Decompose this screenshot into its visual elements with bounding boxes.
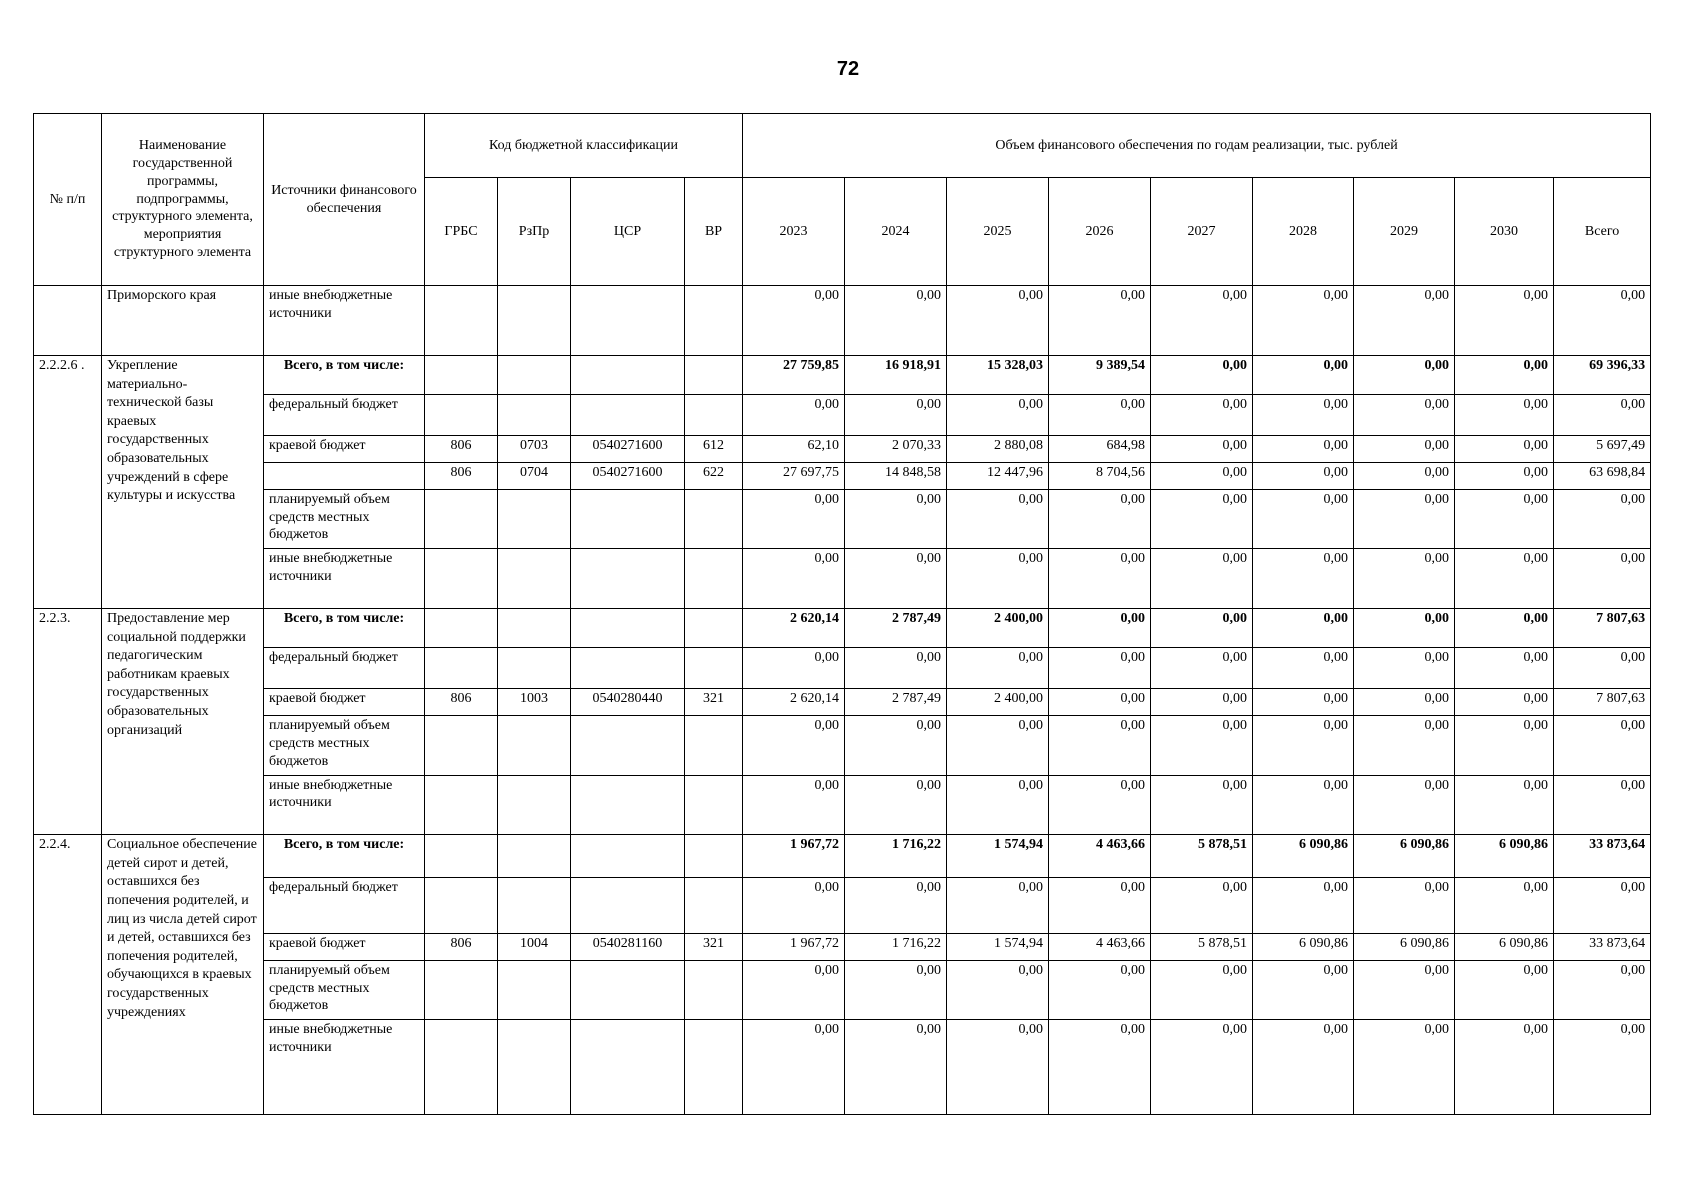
value-year: 2 070,33 (845, 436, 947, 463)
code-vr (685, 775, 743, 835)
header-year-2026: 2026 (1049, 178, 1151, 286)
table-row (34, 395, 1651, 436)
value-year: 0,00 (1354, 689, 1455, 716)
value-total: 0,00 (1554, 395, 1651, 436)
value-total: 5 697,49 (1554, 436, 1651, 463)
value-year: 0,00 (1455, 608, 1554, 647)
value-year: 0,00 (947, 1020, 1049, 1115)
value-year: 0,00 (947, 775, 1049, 835)
value-year: 0,00 (1455, 775, 1554, 835)
value-year: 0,00 (947, 286, 1049, 356)
value-year: 0,00 (1354, 286, 1455, 356)
value-year: 6 090,86 (1455, 835, 1554, 878)
value-year: 0,00 (947, 489, 1049, 549)
value-year: 0,00 (1049, 489, 1151, 549)
total-label: Всего, в том числе: (264, 835, 425, 878)
value-total: 69 396,33 (1554, 355, 1651, 394)
value-year: 0,00 (1455, 647, 1554, 688)
value-year: 0,00 (743, 715, 845, 775)
table-row (34, 647, 1651, 688)
code-csr (571, 1020, 685, 1115)
value-year: 27 759,85 (743, 355, 845, 394)
row-number: 2.2.3. (34, 608, 102, 834)
funding-source: иные внебюджетные источники (264, 1020, 425, 1115)
row-number: 2.2.4. (34, 835, 102, 1115)
value-year: 0,00 (1151, 355, 1253, 394)
header-rzpr: РзПр (498, 178, 571, 286)
value-year: 1 967,72 (743, 933, 845, 960)
code-csr: 0540271600 (571, 462, 685, 489)
code-rzpr (498, 715, 571, 775)
table-row (34, 436, 1651, 463)
code-rzpr (498, 489, 571, 549)
table-row (34, 775, 1651, 835)
code-vr (685, 960, 743, 1020)
value-year: 0,00 (845, 286, 947, 356)
value-year: 2 620,14 (743, 689, 845, 716)
value-year: 0,00 (1151, 608, 1253, 647)
table-row (34, 549, 1651, 609)
code-csr (571, 549, 685, 609)
code-csr (571, 715, 685, 775)
code-grbs (425, 1020, 498, 1115)
value-year: 0,00 (1049, 647, 1151, 688)
value-year: 0,00 (947, 647, 1049, 688)
code-rzpr (498, 355, 571, 394)
value-year: 0,00 (743, 960, 845, 1020)
value-year: 6 090,86 (1354, 933, 1455, 960)
value-year: 0,00 (1253, 436, 1354, 463)
value-year: 2 400,00 (947, 689, 1049, 716)
value-year: 9 389,54 (1049, 355, 1151, 394)
value-total: 0,00 (1554, 286, 1651, 356)
code-grbs: 806 (425, 436, 498, 463)
code-vr (685, 715, 743, 775)
header-total: Всего (1554, 178, 1651, 286)
value-year: 0,00 (1354, 715, 1455, 775)
funding-source: планируемый объем средств местных бюджетов (264, 489, 425, 549)
value-year: 0,00 (1151, 395, 1253, 436)
value-year: 0,00 (1455, 462, 1554, 489)
code-rzpr: 1004 (498, 933, 571, 960)
value-year: 0,00 (1151, 689, 1253, 716)
value-year: 0,00 (1455, 355, 1554, 394)
value-year: 0,00 (1253, 608, 1354, 647)
value-year: 0,00 (743, 1020, 845, 1115)
value-year: 0,00 (1455, 395, 1554, 436)
header-year-2025: 2025 (947, 178, 1049, 286)
table-row (34, 355, 1651, 394)
budget-table (33, 113, 1651, 1115)
code-rzpr: 0704 (498, 462, 571, 489)
value-year: 0,00 (1354, 1020, 1455, 1115)
header-year-2030: 2030 (1455, 178, 1554, 286)
page-number: 72 (836, 58, 860, 80)
value-year: 2 620,14 (743, 608, 845, 647)
value-year: 0,00 (1151, 436, 1253, 463)
value-year: 0,00 (1049, 1020, 1151, 1115)
value-year: 16 918,91 (845, 355, 947, 394)
value-year: 0,00 (947, 395, 1049, 436)
header-finance: Объем финансового обеспечения по годам реализации, тыс. рублей (743, 114, 1651, 178)
table-row (34, 1020, 1651, 1115)
funding-source: планируемый объем средств местных бюджетов (264, 960, 425, 1020)
code-rzpr (498, 775, 571, 835)
code-rzpr (498, 608, 571, 647)
value-year: 0,00 (1354, 462, 1455, 489)
code-vr (685, 286, 743, 356)
value-year: 0,00 (1354, 549, 1455, 609)
code-csr (571, 395, 685, 436)
code-csr (571, 608, 685, 647)
value-year: 0,00 (743, 878, 845, 934)
code-csr (571, 960, 685, 1020)
value-year: 0,00 (1253, 489, 1354, 549)
value-year: 0,00 (845, 960, 947, 1020)
value-year: 2 880,08 (947, 436, 1049, 463)
code-csr (571, 286, 685, 356)
code-csr (571, 489, 685, 549)
code-grbs (425, 286, 498, 356)
code-vr: 321 (685, 933, 743, 960)
activity-name: Укрепление материально-технической базы краевых государственных образовательных учреждений в сфере культуры и искусства (102, 355, 264, 608)
value-year: 0,00 (1151, 549, 1253, 609)
value-total: 33 873,64 (1554, 933, 1651, 960)
value-year: 0,00 (1354, 960, 1455, 1020)
value-year: 0,00 (743, 549, 845, 609)
value-year: 4 463,66 (1049, 835, 1151, 878)
value-year: 0,00 (743, 286, 845, 356)
value-year: 6 090,86 (1253, 835, 1354, 878)
value-year: 684,98 (1049, 436, 1151, 463)
code-grbs (425, 715, 498, 775)
value-year: 8 704,56 (1049, 462, 1151, 489)
code-csr (571, 835, 685, 878)
value-year: 0,00 (1151, 775, 1253, 835)
code-grbs: 806 (425, 933, 498, 960)
code-csr: 0540280440 (571, 689, 685, 716)
row-number (34, 286, 102, 356)
header-year-2024: 2024 (845, 178, 947, 286)
value-total: 0,00 (1554, 489, 1651, 549)
value-total: 33 873,64 (1554, 835, 1651, 878)
code-grbs (425, 647, 498, 688)
total-label: Всего, в том числе: (264, 355, 425, 394)
value-year: 1 967,72 (743, 835, 845, 878)
value-year: 15 328,03 (947, 355, 1049, 394)
value-year: 0,00 (1049, 549, 1151, 609)
funding-source: краевой бюджет (264, 933, 425, 960)
code-vr (685, 355, 743, 394)
table-row (34, 286, 1651, 356)
value-year: 0,00 (1049, 689, 1151, 716)
value-year: 0,00 (1253, 549, 1354, 609)
value-year: 0,00 (1049, 775, 1151, 835)
value-year: 0,00 (743, 489, 845, 549)
code-csr: 0540281160 (571, 933, 685, 960)
funding-source (264, 462, 425, 489)
value-year: 0,00 (845, 489, 947, 549)
value-year: 0,00 (1354, 608, 1455, 647)
value-year: 0,00 (845, 775, 947, 835)
value-year: 5 878,51 (1151, 933, 1253, 960)
funding-source: федеральный бюджет (264, 878, 425, 934)
table-row (34, 933, 1651, 960)
value-year: 0,00 (845, 647, 947, 688)
value-year: 0,00 (1151, 1020, 1253, 1115)
code-csr (571, 878, 685, 934)
total-label: Всего, в том числе: (264, 608, 425, 647)
value-total: 0,00 (1554, 960, 1651, 1020)
value-year: 0,00 (1253, 647, 1354, 688)
header-year-2028: 2028 (1253, 178, 1354, 286)
code-grbs (425, 549, 498, 609)
code-csr (571, 355, 685, 394)
code-grbs (425, 960, 498, 1020)
value-total: 0,00 (1554, 549, 1651, 609)
activity-name: Приморского края (102, 286, 264, 356)
code-grbs (425, 775, 498, 835)
code-csr (571, 647, 685, 688)
value-year: 0,00 (1049, 960, 1151, 1020)
value-year: 0,00 (1049, 286, 1151, 356)
value-year: 0,00 (1151, 489, 1253, 549)
code-rzpr (498, 286, 571, 356)
value-year: 0,00 (1151, 462, 1253, 489)
value-total: 0,00 (1554, 878, 1651, 934)
value-year: 1 716,22 (845, 835, 947, 878)
header-year-2023: 2023 (743, 178, 845, 286)
header-grbs: ГРБС (425, 178, 498, 286)
value-year: 6 090,86 (1455, 933, 1554, 960)
table-row (34, 960, 1651, 1020)
value-year: 2 787,49 (845, 689, 947, 716)
value-year: 0,00 (743, 647, 845, 688)
table-row (34, 715, 1651, 775)
funding-source: иные внебюджетные источники (264, 775, 425, 835)
value-year: 0,00 (947, 715, 1049, 775)
value-total: 7 807,63 (1554, 608, 1651, 647)
code-vr (685, 549, 743, 609)
code-vr (685, 608, 743, 647)
value-year: 0,00 (1253, 286, 1354, 356)
code-vr (685, 835, 743, 878)
code-rzpr (498, 960, 571, 1020)
code-rzpr (498, 878, 571, 934)
value-year: 0,00 (1253, 462, 1354, 489)
code-grbs (425, 355, 498, 394)
funding-source: планируемый объем средств местных бюджетов (264, 715, 425, 775)
code-vr (685, 395, 743, 436)
code-vr: 321 (685, 689, 743, 716)
code-vr (685, 1020, 743, 1115)
value-year: 1 574,94 (947, 835, 1049, 878)
value-year: 0,00 (1049, 608, 1151, 647)
value-year: 0,00 (1354, 775, 1455, 835)
code-grbs (425, 835, 498, 878)
value-year: 0,00 (947, 549, 1049, 609)
value-year: 0,00 (845, 549, 947, 609)
value-total: 0,00 (1554, 715, 1651, 775)
code-rzpr (498, 1020, 571, 1115)
funding-source: иные внебюджетные источники (264, 549, 425, 609)
table-body (34, 286, 1651, 1115)
value-year: 0,00 (1354, 647, 1455, 688)
funding-source: иные внебюджетные источники (264, 286, 425, 356)
code-vr: 612 (685, 436, 743, 463)
value-year: 0,00 (1253, 878, 1354, 934)
header-num: № п/п (34, 114, 102, 286)
value-year: 0,00 (743, 775, 845, 835)
value-year: 0,00 (1253, 960, 1354, 1020)
value-year: 0,00 (1253, 1020, 1354, 1115)
value-year: 62,10 (743, 436, 845, 463)
value-year: 0,00 (1151, 878, 1253, 934)
value-year: 0,00 (1455, 960, 1554, 1020)
value-year: 0,00 (1354, 436, 1455, 463)
code-grbs (425, 395, 498, 436)
row-number: 2.2.2.6 . (34, 355, 102, 608)
value-year: 0,00 (1354, 395, 1455, 436)
table-row (34, 462, 1651, 489)
code-rzpr: 0703 (498, 436, 571, 463)
value-year: 0,00 (845, 395, 947, 436)
value-year: 0,00 (1151, 286, 1253, 356)
code-rzpr (498, 395, 571, 436)
header-csr: ЦСР (571, 178, 685, 286)
table-row (34, 489, 1651, 549)
table-row (34, 835, 1651, 878)
value-year: 0,00 (1253, 775, 1354, 835)
header-name: Наименование государственной программы, подпрограммы, структурного элемента, мероприятия структурного элемента (102, 114, 264, 286)
value-total: 0,00 (1554, 647, 1651, 688)
value-year: 0,00 (1253, 715, 1354, 775)
value-year: 2 787,49 (845, 608, 947, 647)
value-year: 0,00 (845, 878, 947, 934)
value-year: 0,00 (845, 1020, 947, 1115)
header-kbk: Код бюджетной классификации (425, 114, 743, 178)
value-year: 0,00 (1455, 436, 1554, 463)
activity-name: Предоставление мер социальной поддержки педагогическим работникам краевых государственных образовательных организаций (102, 608, 264, 834)
value-year: 0,00 (947, 960, 1049, 1020)
value-year: 0,00 (1253, 355, 1354, 394)
header-year-2027: 2027 (1151, 178, 1253, 286)
value-year: 0,00 (1151, 715, 1253, 775)
code-rzpr (498, 647, 571, 688)
table-row (34, 878, 1651, 934)
value-year: 0,00 (1253, 395, 1354, 436)
value-year: 0,00 (1455, 1020, 1554, 1115)
code-csr: 0540271600 (571, 436, 685, 463)
value-year: 0,00 (1354, 878, 1455, 934)
code-grbs (425, 608, 498, 647)
value-year: 0,00 (1455, 489, 1554, 549)
value-year: 0,00 (1151, 647, 1253, 688)
value-year: 0,00 (1455, 689, 1554, 716)
code-rzpr (498, 835, 571, 878)
code-rzpr: 1003 (498, 689, 571, 716)
value-total: 0,00 (1554, 775, 1651, 835)
funding-source: федеральный бюджет (264, 395, 425, 436)
code-vr (685, 647, 743, 688)
table-row (34, 608, 1651, 647)
code-rzpr (498, 549, 571, 609)
value-year: 27 697,75 (743, 462, 845, 489)
value-year: 14 848,58 (845, 462, 947, 489)
code-vr (685, 878, 743, 934)
value-year: 0,00 (1455, 878, 1554, 934)
value-year: 0,00 (1455, 286, 1554, 356)
header-source: Источники финансового обеспечения (264, 114, 425, 286)
code-vr: 622 (685, 462, 743, 489)
value-year: 0,00 (1354, 489, 1455, 549)
activity-name: Социальное обеспечение детей сирот и детей, оставшихся без попечения родителей, и лиц из числа детей сирот и детей, оставшихся без попечения родителей, обучающихся в краевых государственных учреждениях (102, 835, 264, 1115)
value-year: 0,00 (1049, 715, 1151, 775)
value-year: 5 878,51 (1151, 835, 1253, 878)
value-year: 0,00 (743, 395, 845, 436)
value-year: 12 447,96 (947, 462, 1049, 489)
value-year: 2 400,00 (947, 608, 1049, 647)
value-year: 0,00 (1049, 395, 1151, 436)
value-year: 6 090,86 (1253, 933, 1354, 960)
value-total: 63 698,84 (1554, 462, 1651, 489)
header-vr: ВР (685, 178, 743, 286)
table-header (34, 114, 1651, 286)
funding-source: федеральный бюджет (264, 647, 425, 688)
value-year: 4 463,66 (1049, 933, 1151, 960)
funding-source: краевой бюджет (264, 689, 425, 716)
code-csr (571, 775, 685, 835)
value-year: 0,00 (1455, 549, 1554, 609)
value-year: 0,00 (947, 878, 1049, 934)
code-grbs (425, 878, 498, 934)
value-year: 0,00 (845, 715, 947, 775)
value-year: 1 716,22 (845, 933, 947, 960)
funding-source: краевой бюджет (264, 436, 425, 463)
value-year: 0,00 (1253, 689, 1354, 716)
value-year: 1 574,94 (947, 933, 1049, 960)
code-grbs: 806 (425, 462, 498, 489)
value-total: 0,00 (1554, 1020, 1651, 1115)
value-year: 0,00 (1455, 715, 1554, 775)
header-year-2029: 2029 (1354, 178, 1455, 286)
value-year: 0,00 (1049, 878, 1151, 934)
table-row (34, 689, 1651, 716)
value-year: 0,00 (1151, 960, 1253, 1020)
code-grbs (425, 489, 498, 549)
value-year: 6 090,86 (1354, 835, 1455, 878)
value-year: 0,00 (1354, 355, 1455, 394)
code-grbs: 806 (425, 689, 498, 716)
value-total: 7 807,63 (1554, 689, 1651, 716)
code-vr (685, 489, 743, 549)
